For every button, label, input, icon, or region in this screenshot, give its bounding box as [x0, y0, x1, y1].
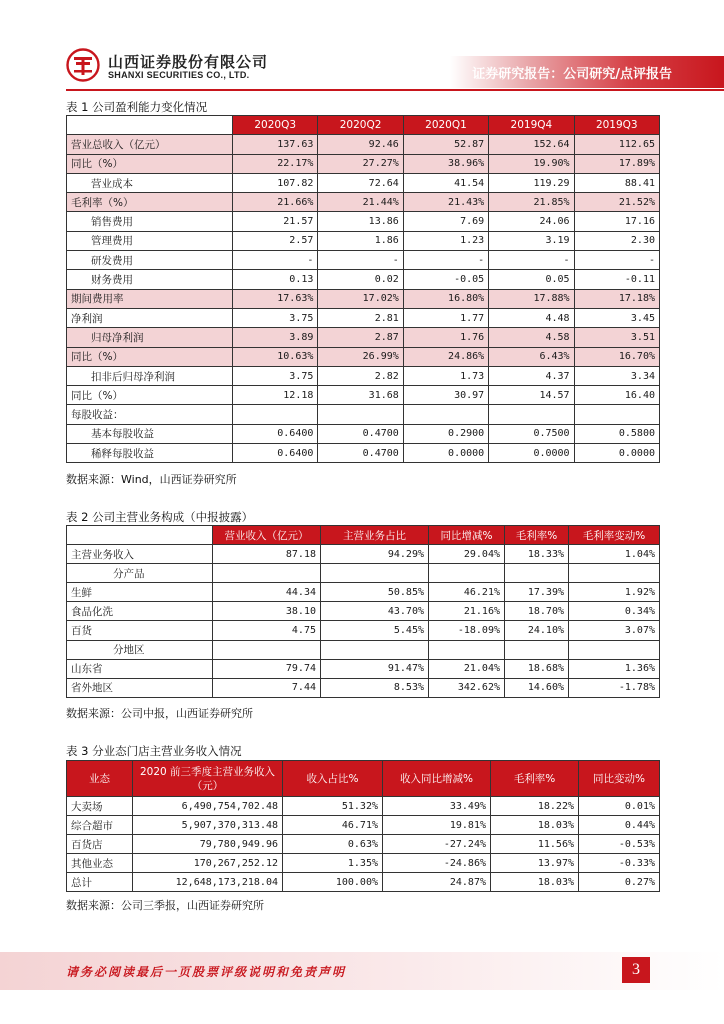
table-cell: 19.90%	[489, 154, 574, 173]
table-cell: 13.97%	[491, 854, 579, 873]
table-row	[67, 424, 660, 443]
table-row	[67, 444, 660, 463]
table-cell	[429, 564, 505, 583]
row-label: 山东省	[67, 659, 213, 678]
table-row	[67, 545, 660, 564]
table-cell	[403, 405, 488, 424]
table-cell: 88.41	[574, 173, 659, 192]
table3-source: 数据来源：公司三季报，山西证券研究所	[66, 899, 264, 912]
table-cell: 3.75	[233, 366, 318, 385]
row-label: 大卖场	[67, 797, 133, 816]
table-header-row	[67, 526, 660, 545]
table-row	[67, 816, 660, 835]
table-cell: -	[403, 251, 488, 270]
row-label: 毛利率（%）	[67, 193, 233, 212]
table-cell: 21.04%	[429, 659, 505, 678]
table-cell	[505, 564, 569, 583]
table-header-cell: 同比变动%	[579, 761, 660, 797]
table-cell: -1.78%	[569, 678, 660, 697]
table-cell: 0.63%	[283, 835, 383, 854]
table-row	[67, 251, 660, 270]
row-label: 分地区	[67, 640, 213, 659]
row-label: 管理费用	[67, 231, 233, 250]
row-label: 扣非后归母净利润	[67, 366, 233, 385]
table-cell: 2.57	[233, 231, 318, 250]
report-type-banner	[450, 56, 724, 88]
row-label: 其他业态	[67, 854, 133, 873]
table-header-cell: 2020 前三季度主营业务收入（元）	[133, 761, 283, 797]
company-name-en: SHANXI SECURITIES CO., LTD.	[108, 70, 250, 80]
table-header-cell: 主营业务占比	[321, 526, 429, 545]
table-cell: 24.10%	[505, 621, 569, 640]
table-row	[67, 678, 660, 697]
table-cell: 24.86%	[403, 347, 488, 366]
row-label: 食品化洗	[67, 602, 213, 621]
table-cell: 12.18	[233, 386, 318, 405]
table-row	[67, 308, 660, 327]
table2-source: 数据来源：公司中报，山西证券研究所	[66, 707, 253, 720]
table-cell: 107.82	[233, 173, 318, 192]
table-cell: 0.5800	[574, 424, 659, 443]
row-label: 百货店	[67, 835, 133, 854]
table-cell: 31.68	[318, 386, 403, 405]
table-cell: 38.10	[213, 602, 321, 621]
row-label: 总计	[67, 873, 133, 892]
table-cell: 0.2900	[403, 424, 488, 443]
table-cell: 0.6400	[233, 444, 318, 463]
store-format-revenue-table	[66, 760, 660, 892]
table-cell: 3.51	[574, 328, 659, 347]
table-cell: -0.33%	[579, 854, 660, 873]
table3-body	[67, 797, 660, 892]
row-label: 稀释每股收益	[67, 444, 233, 463]
table-header-cell: 毛利率变动%	[569, 526, 660, 545]
table-cell: 10.63%	[233, 347, 318, 366]
table-cell: 0.4700	[318, 424, 403, 443]
table-row	[67, 270, 660, 289]
table-header-cell: 毛利率%	[505, 526, 569, 545]
table3-caption: 表 3 分业态门店主营业务收入情况	[66, 744, 242, 758]
table-row	[67, 347, 660, 366]
table-cell: 0.01%	[579, 797, 660, 816]
row-label: 百货	[67, 621, 213, 640]
row-label: 归母净利润	[67, 328, 233, 347]
table-cell: 0.0000	[574, 444, 659, 463]
table-cell: 0.34%	[569, 602, 660, 621]
table-row	[67, 873, 660, 892]
table-cell	[569, 564, 660, 583]
table-cell: 72.64	[318, 173, 403, 192]
table-cell: 2.82	[318, 366, 403, 385]
table-cell: 18.03%	[491, 816, 579, 835]
table-cell	[321, 564, 429, 583]
table-cell: 17.39%	[505, 583, 569, 602]
row-label: 期间费用率	[67, 289, 233, 308]
table-cell	[505, 640, 569, 659]
table-row	[67, 797, 660, 816]
table-header-row	[67, 761, 660, 797]
table-cell: 0.4700	[318, 444, 403, 463]
table-cell: 16.40	[574, 386, 659, 405]
table1-source: 数据来源：Wind，山西证券研究所	[66, 473, 237, 486]
table-cell: 0.6400	[233, 424, 318, 443]
table-cell: 1.76	[403, 328, 488, 347]
table-cell: 0.27%	[579, 873, 660, 892]
table-header-cell: 毛利率%	[491, 761, 579, 797]
table-header-cell: 收入同比增减%	[383, 761, 491, 797]
table-cell: 100.00%	[283, 873, 383, 892]
table-row	[67, 173, 660, 192]
table-cell: -	[318, 251, 403, 270]
table-header-cell: 业态	[67, 761, 133, 797]
table-cell: 17.89%	[574, 154, 659, 173]
table-cell: 12,648,173,218.04	[133, 873, 283, 892]
table-cell	[429, 640, 505, 659]
table-cell: 112.65	[574, 135, 659, 154]
table-header-cell: 2019Q4	[489, 116, 574, 135]
table-cell: 3.89	[233, 328, 318, 347]
table-cell: 46.21%	[429, 583, 505, 602]
table-cell: 41.54	[403, 173, 488, 192]
table-cell: -27.24%	[383, 835, 491, 854]
table-row	[67, 366, 660, 385]
table-cell: 46.71%	[283, 816, 383, 835]
table-cell: 33.49%	[383, 797, 491, 816]
table-cell: 7.44	[213, 678, 321, 697]
row-label: 财务费用	[67, 270, 233, 289]
table-cell: 6.43%	[489, 347, 574, 366]
table-cell	[489, 405, 574, 424]
company-name-cn: 山西证券股份有限公司	[108, 53, 269, 71]
table-cell: 21.66%	[233, 193, 318, 212]
table-cell: 22.17%	[233, 154, 318, 173]
table-cell: 1.73	[403, 366, 488, 385]
profitability-table	[66, 115, 660, 463]
row-label: 同比（%）	[67, 154, 233, 173]
table-cell: 14.57	[489, 386, 574, 405]
table-cell: 21.44%	[318, 193, 403, 212]
table-cell: 21.43%	[403, 193, 488, 212]
table-cell: 8.53%	[321, 678, 429, 697]
table-cell: 3.45	[574, 308, 659, 327]
table-cell	[213, 564, 321, 583]
table-cell: 1.23	[403, 231, 488, 250]
table-row	[67, 621, 660, 640]
table1-body	[67, 135, 660, 463]
table-cell: 21.57	[233, 212, 318, 231]
table-cell: 92.46	[318, 135, 403, 154]
table-cell: 3.75	[233, 308, 318, 327]
table2-body	[67, 545, 660, 698]
row-label: 净利润	[67, 308, 233, 327]
table-cell: 27.27%	[318, 154, 403, 173]
table-header-cell: 同比增减%	[429, 526, 505, 545]
table-cell: 87.18	[213, 545, 321, 564]
table-cell: 4.48	[489, 308, 574, 327]
table-header-cell	[67, 526, 213, 545]
table-header-cell: 2020Q1	[403, 116, 488, 135]
table-cell: 4.75	[213, 621, 321, 640]
page-footer	[0, 952, 724, 990]
company-logo-icon	[66, 48, 100, 82]
table-header-cell: 2020Q3	[233, 116, 318, 135]
table-cell: 24.06	[489, 212, 574, 231]
row-label: 分产品	[67, 564, 213, 583]
table-cell: 30.97	[403, 386, 488, 405]
header-divider	[66, 89, 724, 91]
table-cell: 2.81	[318, 308, 403, 327]
table-cell: -24.86%	[383, 854, 491, 873]
table-cell: 0.44%	[579, 816, 660, 835]
table-cell	[318, 405, 403, 424]
table-cell: 119.29	[489, 173, 574, 192]
table-cell: 18.70%	[505, 602, 569, 621]
table-cell: 2.30	[574, 231, 659, 250]
row-label: 营业成本	[67, 173, 233, 192]
table-cell: 17.18%	[574, 289, 659, 308]
table-row	[67, 583, 660, 602]
table-header-cell: 收入占比%	[283, 761, 383, 797]
disclaimer-text: 请务必阅读最后一页股票评级说明和免责声明	[66, 965, 347, 979]
table-cell: 0.7500	[489, 424, 574, 443]
table-cell: 17.88%	[489, 289, 574, 308]
table-cell: -0.53%	[579, 835, 660, 854]
row-label: 省外地区	[67, 678, 213, 697]
page-header	[0, 0, 724, 92]
row-label: 研发费用	[67, 251, 233, 270]
table-row	[67, 602, 660, 621]
table-row	[67, 659, 660, 678]
table-cell: -18.09%	[429, 621, 505, 640]
table-cell	[213, 640, 321, 659]
table-row	[67, 135, 660, 154]
row-label: 综合超市	[67, 816, 133, 835]
row-label: 主营业务收入	[67, 545, 213, 564]
row-label: 生鲜	[67, 583, 213, 602]
table-cell: 16.80%	[403, 289, 488, 308]
table-row	[67, 289, 660, 308]
table-cell: 21.85%	[489, 193, 574, 212]
table-cell: -	[574, 251, 659, 270]
table-cell: 6,490,754,702.48	[133, 797, 283, 816]
business-composition-table	[66, 525, 660, 698]
table-cell: 13.86	[318, 212, 403, 231]
table-cell	[233, 405, 318, 424]
table-cell: 16.70%	[574, 347, 659, 366]
table-header-cell: 2019Q3	[574, 116, 659, 135]
table-cell: 0.02	[318, 270, 403, 289]
row-label: 基本每股收益	[67, 424, 233, 443]
table-cell: 18.68%	[505, 659, 569, 678]
table-cell: 18.03%	[491, 873, 579, 892]
table-cell: 5,907,370,313.48	[133, 816, 283, 835]
table-cell: 18.33%	[505, 545, 569, 564]
table-row	[67, 212, 660, 231]
table-cell: 0.13	[233, 270, 318, 289]
page-number: 3	[622, 957, 650, 983]
table-cell	[569, 640, 660, 659]
row-label: 同比（%）	[67, 347, 233, 366]
table-cell: 21.52%	[574, 193, 659, 212]
table-cell: 11.56%	[491, 835, 579, 854]
table-cell: 7.69	[403, 212, 488, 231]
table-cell: 18.22%	[491, 797, 579, 816]
table-cell: 43.70%	[321, 602, 429, 621]
table-row	[67, 640, 660, 659]
table-cell: 26.99%	[318, 347, 403, 366]
table-cell: 29.04%	[429, 545, 505, 564]
table-cell: -	[489, 251, 574, 270]
table-cell: 170,267,252.12	[133, 854, 283, 873]
table-cell: 0.05	[489, 270, 574, 289]
table-cell: 19.81%	[383, 816, 491, 835]
table-row	[67, 231, 660, 250]
table-cell: 1.04%	[569, 545, 660, 564]
table-cell: 51.32%	[283, 797, 383, 816]
table-cell: 50.85%	[321, 583, 429, 602]
table-row	[67, 854, 660, 873]
table-header-cell: 2020Q2	[318, 116, 403, 135]
table-cell: 2.87	[318, 328, 403, 347]
table-cell: 1.35%	[283, 854, 383, 873]
table-row	[67, 328, 660, 347]
table-cell: 137.63	[233, 135, 318, 154]
table-row	[67, 835, 660, 854]
row-label: 销售费用	[67, 212, 233, 231]
row-label: 同比（%）	[67, 386, 233, 405]
table-cell: 0.0000	[489, 444, 574, 463]
table-cell: 14.60%	[505, 678, 569, 697]
table-cell: 5.45%	[321, 621, 429, 640]
table-row	[67, 564, 660, 583]
table-cell: 3.07%	[569, 621, 660, 640]
table-cell: 3.19	[489, 231, 574, 250]
table-cell: 342.62%	[429, 678, 505, 697]
table-cell: 91.47%	[321, 659, 429, 678]
table-cell: 4.37	[489, 366, 574, 385]
table-cell: -0.11	[574, 270, 659, 289]
table-cell: 21.16%	[429, 602, 505, 621]
report-type-label: 证券研究报告：公司研究/点评报告	[472, 67, 672, 82]
table-cell: 38.96%	[403, 154, 488, 173]
table-cell: 79.74	[213, 659, 321, 678]
table-cell: 79,780,949.96	[133, 835, 283, 854]
table-cell: 94.29%	[321, 545, 429, 564]
table-cell: 152.64	[489, 135, 574, 154]
table-cell: 0.0000	[403, 444, 488, 463]
table2-caption: 表 2 公司主营业务构成（中报披露）	[66, 510, 254, 524]
table-cell: 1.77	[403, 308, 488, 327]
table-row	[67, 193, 660, 212]
table-header-cell: 营业收入（亿元）	[213, 526, 321, 545]
table-cell: -0.05	[403, 270, 488, 289]
table-cell: 3.34	[574, 366, 659, 385]
table-cell: 1.86	[318, 231, 403, 250]
table-header-cell	[67, 116, 233, 135]
table-cell: 17.02%	[318, 289, 403, 308]
table-cell	[574, 405, 659, 424]
table-cell: 1.36%	[569, 659, 660, 678]
table-cell: 17.63%	[233, 289, 318, 308]
table-header-row	[67, 116, 660, 135]
table-row	[67, 405, 660, 424]
table-cell: 44.34	[213, 583, 321, 602]
row-label: 每股收益：	[67, 405, 233, 424]
table-cell	[321, 640, 429, 659]
table-cell: 24.87%	[383, 873, 491, 892]
table1-caption: 表 1 公司盈利能力变化情况	[66, 100, 208, 114]
table-cell: 1.92%	[569, 583, 660, 602]
table-row	[67, 386, 660, 405]
table-cell: -	[233, 251, 318, 270]
table-cell: 17.16	[574, 212, 659, 231]
row-label: 营业总收入（亿元）	[67, 135, 233, 154]
table-cell: 4.58	[489, 328, 574, 347]
table-cell: 52.87	[403, 135, 488, 154]
table-row	[67, 154, 660, 173]
